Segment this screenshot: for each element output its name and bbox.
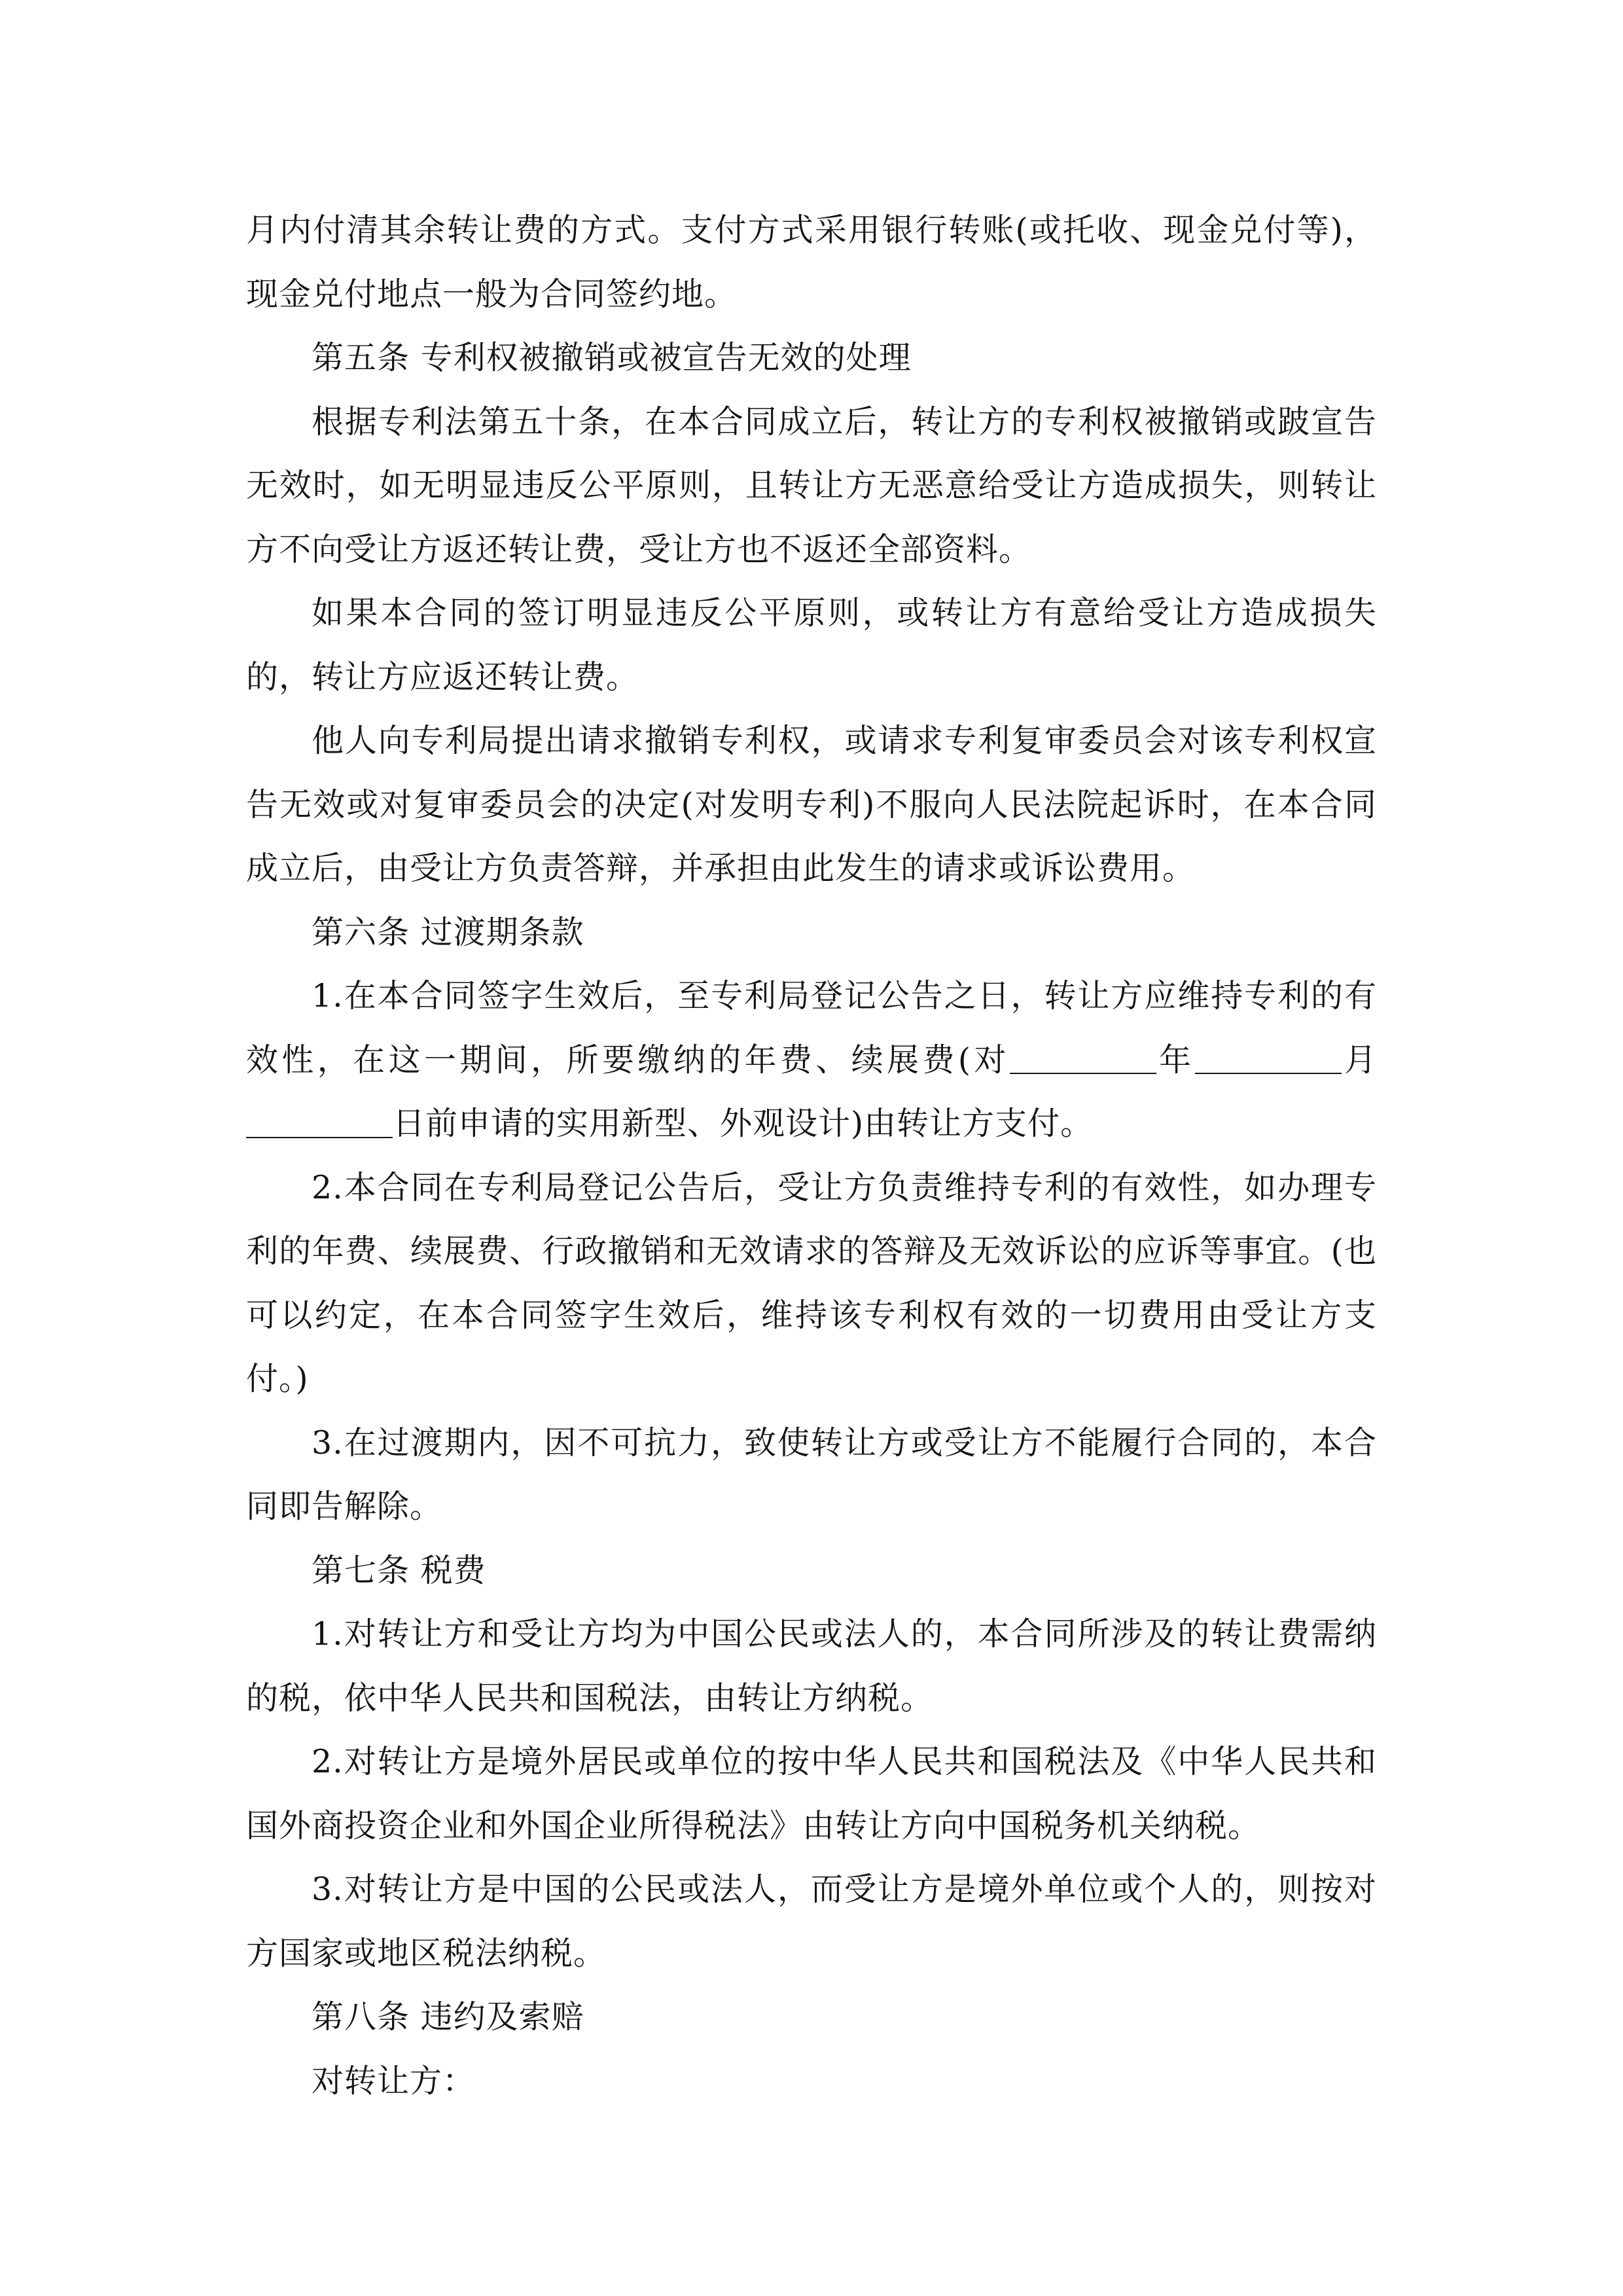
day-blank-line	[246, 1105, 393, 1138]
article-8-heading: 第八条 违约及索赔	[312, 1998, 584, 2036]
month-blank-line	[1195, 1041, 1342, 1074]
article-7-heading: 第七条 税费	[312, 1551, 486, 1589]
article-7-paragraph-1: 1.对转让方和受让方均为中国公民或法人的，本合同所涉及的转让费需纳的税，依中华人民共和国税法，由转让方纳税。	[246, 1615, 1377, 1717]
article-5-paragraph-2: 如果本合同的签订明显违反公平原则，或转让方有意给受让方造成损失的，转让方应返还转让费。	[246, 594, 1377, 696]
article-8-paragraph-1: 对转让方：	[312, 2062, 476, 2100]
article-5-paragraph-1: 根据专利法第五十条，在本合同成立后，转让方的专利权被撤销或跛宣告无效时，如无明显违反公平原则，且转让方无恶意给受让方造成损失，则转让方不向受让方返还转让费，受让方也不返还全部资料。	[246, 403, 1377, 568]
article-5-heading: 第五条 专利权被撤销或被宣告无效的处理	[312, 339, 912, 376]
month-label: 月	[1341, 1041, 1377, 1079]
document-body	[246, 198, 1377, 2113]
article-7-paragraph-2: 2.对转让方是境外居民或单位的按中华人民共和国税法及《中华人民共和国外商投资企业和外国企业所得税法》由转让方向中国税务机关纳税。	[246, 1743, 1377, 1844]
article-6-paragraph-1-text-a: 1.在本合同签字生效后，至专利局登记公告之日，转让方应维持专利的有效性，在这一期间，所要缴纳的年费、续展费(对	[246, 977, 1377, 1079]
article-6-paragraph-2: 2.本合同在专利局登记公告后，受让方负责维持专利的有效性，如办理专利的年费、续展费、行政撤销和无效请求的答辩及无效诉讼的应诉等事宜。(也可以约定，在本合同签字生效后，维持该专利权有效的一切费用由受让方支付。)	[246, 1168, 1377, 1397]
article-6-paragraph-1-text-b: 日前申请的实用新型、外观设计)由转让方支付。	[393, 1105, 1094, 1142]
article-7-paragraph-3: 3.对转让方是中国的公民或法人，而受让方是境外单位或个人的，则按对方国家或地区税法纳税。	[246, 1871, 1377, 1972]
year-label: 年	[1156, 1041, 1195, 1079]
paragraph-payment-continuation: 月内付清其余转让费的方式。支付方式采用银行转账(或托收、现金兑付等)，现金兑付地点一般为合同签约地。	[246, 211, 1377, 313]
article-6-paragraph-1	[246, 964, 1377, 1156]
year-blank-line	[1010, 1041, 1156, 1074]
article-5-paragraph-3: 他人向专利局提出请求撤销专利权，或请求专利复审委员会对该专利权宣告无效或对复审委员会的决定(对发明专利)不服向人民法院起诉时，在本合同成立后，由受让方负责答辩，并承担由此发生的请求或诉讼费用。	[246, 722, 1377, 887]
article-6-paragraph-3: 3.在过渡期内，因不可抗力，致使转让方或受让方不能履行合同的，本合同即告解除。	[246, 1424, 1377, 1525]
article-6-heading: 第六条 过渡期条款	[312, 913, 584, 951]
